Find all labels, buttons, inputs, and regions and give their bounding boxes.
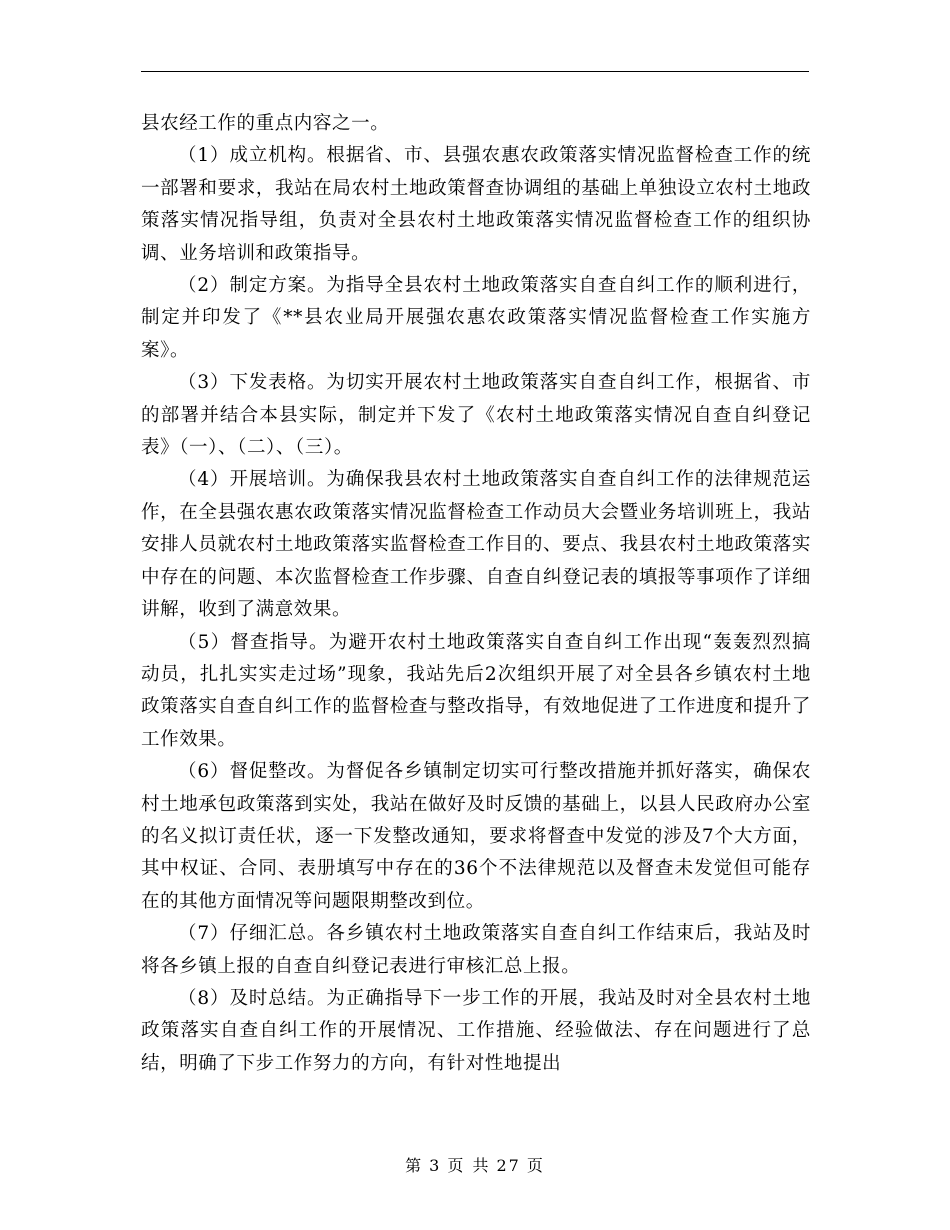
footer-prefix: 第 <box>405 1156 424 1175</box>
page-footer <box>0 1153 950 1176</box>
paragraph-1: （1）成立机构。根据省、市、县强农惠农政策落实情况监督检查工作的统一部署和要求，我站在局农村土地政策督查协调组的基础上单独设立农村土地政策落实情况指导组，负责对全县农村土地政策落实情况监督检查工作的组织协调、业务培训和政策指导。 <box>141 145 811 264</box>
footer-middle: 页 共 <box>447 1156 491 1175</box>
header-rule <box>141 71 809 72</box>
document-body <box>141 108 811 1080</box>
paragraph-5: （5）督查指导。为避开农村土地政策落实自查自纠工作出现“轰轰烈烈搞动员，扎扎实实走过场”现象，我站先后2次组织开展了对全县各乡镇农村土地政策落实自查自纠工作的监督检查与整改指导，有效地促进了工作进度和提升了工作效果。 <box>141 631 811 750</box>
paragraph-7: （7）仔细汇总。各乡镇农村土地政策落实自查自纠工作结束后，我站及时将各乡镇上报的自查自纠登记表进行审核汇总上报。 <box>141 923 811 977</box>
footer-page-number: 3 <box>429 1156 442 1175</box>
paragraph-continuation: 县农经工作的重点内容之一。 <box>141 113 390 134</box>
footer-total-pages: 27 <box>496 1156 521 1175</box>
paragraph-4: （4）开展培训。为确保我县农村土地政策落实自查自纠工作的法律规范运作，在全县强农惠农政策落实情况监督检查工作动员大会暨业务培训班上，我站安排人员就农村土地政策落实监督检查工作目的、要点、我县农村土地政策落实中存在的问题、本次监督检查工作步骤、自查自纠登记表的填报等事项作了详细讲解，收到了满意效果。 <box>141 469 811 621</box>
paragraph-6: （6）督促整改。为督促各乡镇制定切实可行整改措施并抓好落实，确保农村土地承包政策落到实处，我站在做好及时反馈的基础上，以县人民政府办公室的名义拟订责任状，逐一下发整改通知，要求将督查中发觉的涉及7个大方面，其中权证、合同、表册填写中存在的36个不法律规范以及督查未发觉但可能存在的其他方面情况等问题限期整改到位。 <box>141 761 811 912</box>
paragraph-8: （8）及时总结。为正确指导下一步工作的开展，我站及时对全县农村土地政策落实自查自纠工作的开展情况、工作措施、经验做法、存在问题进行了总结，明确了下步工作努力的方向，有针对性地提出 <box>141 987 811 1074</box>
paragraph-2: （2）制定方案。为指导全县农村土地政策落实自查自纠工作的顺利进行，制定并印发了《**县农业局开展强农惠农政策落实情况监督检查工作实施方案》。 <box>141 275 811 361</box>
paragraph-3: （3）下发表格。为切实开展农村土地政策落实自查自纠工作，根据省、市的部署并结合本县实际，制定并下发了《农村土地政策落实情况自查自纠登记表》（一）、（二）、（三）。 <box>141 372 811 459</box>
footer-suffix: 页 <box>526 1156 545 1175</box>
